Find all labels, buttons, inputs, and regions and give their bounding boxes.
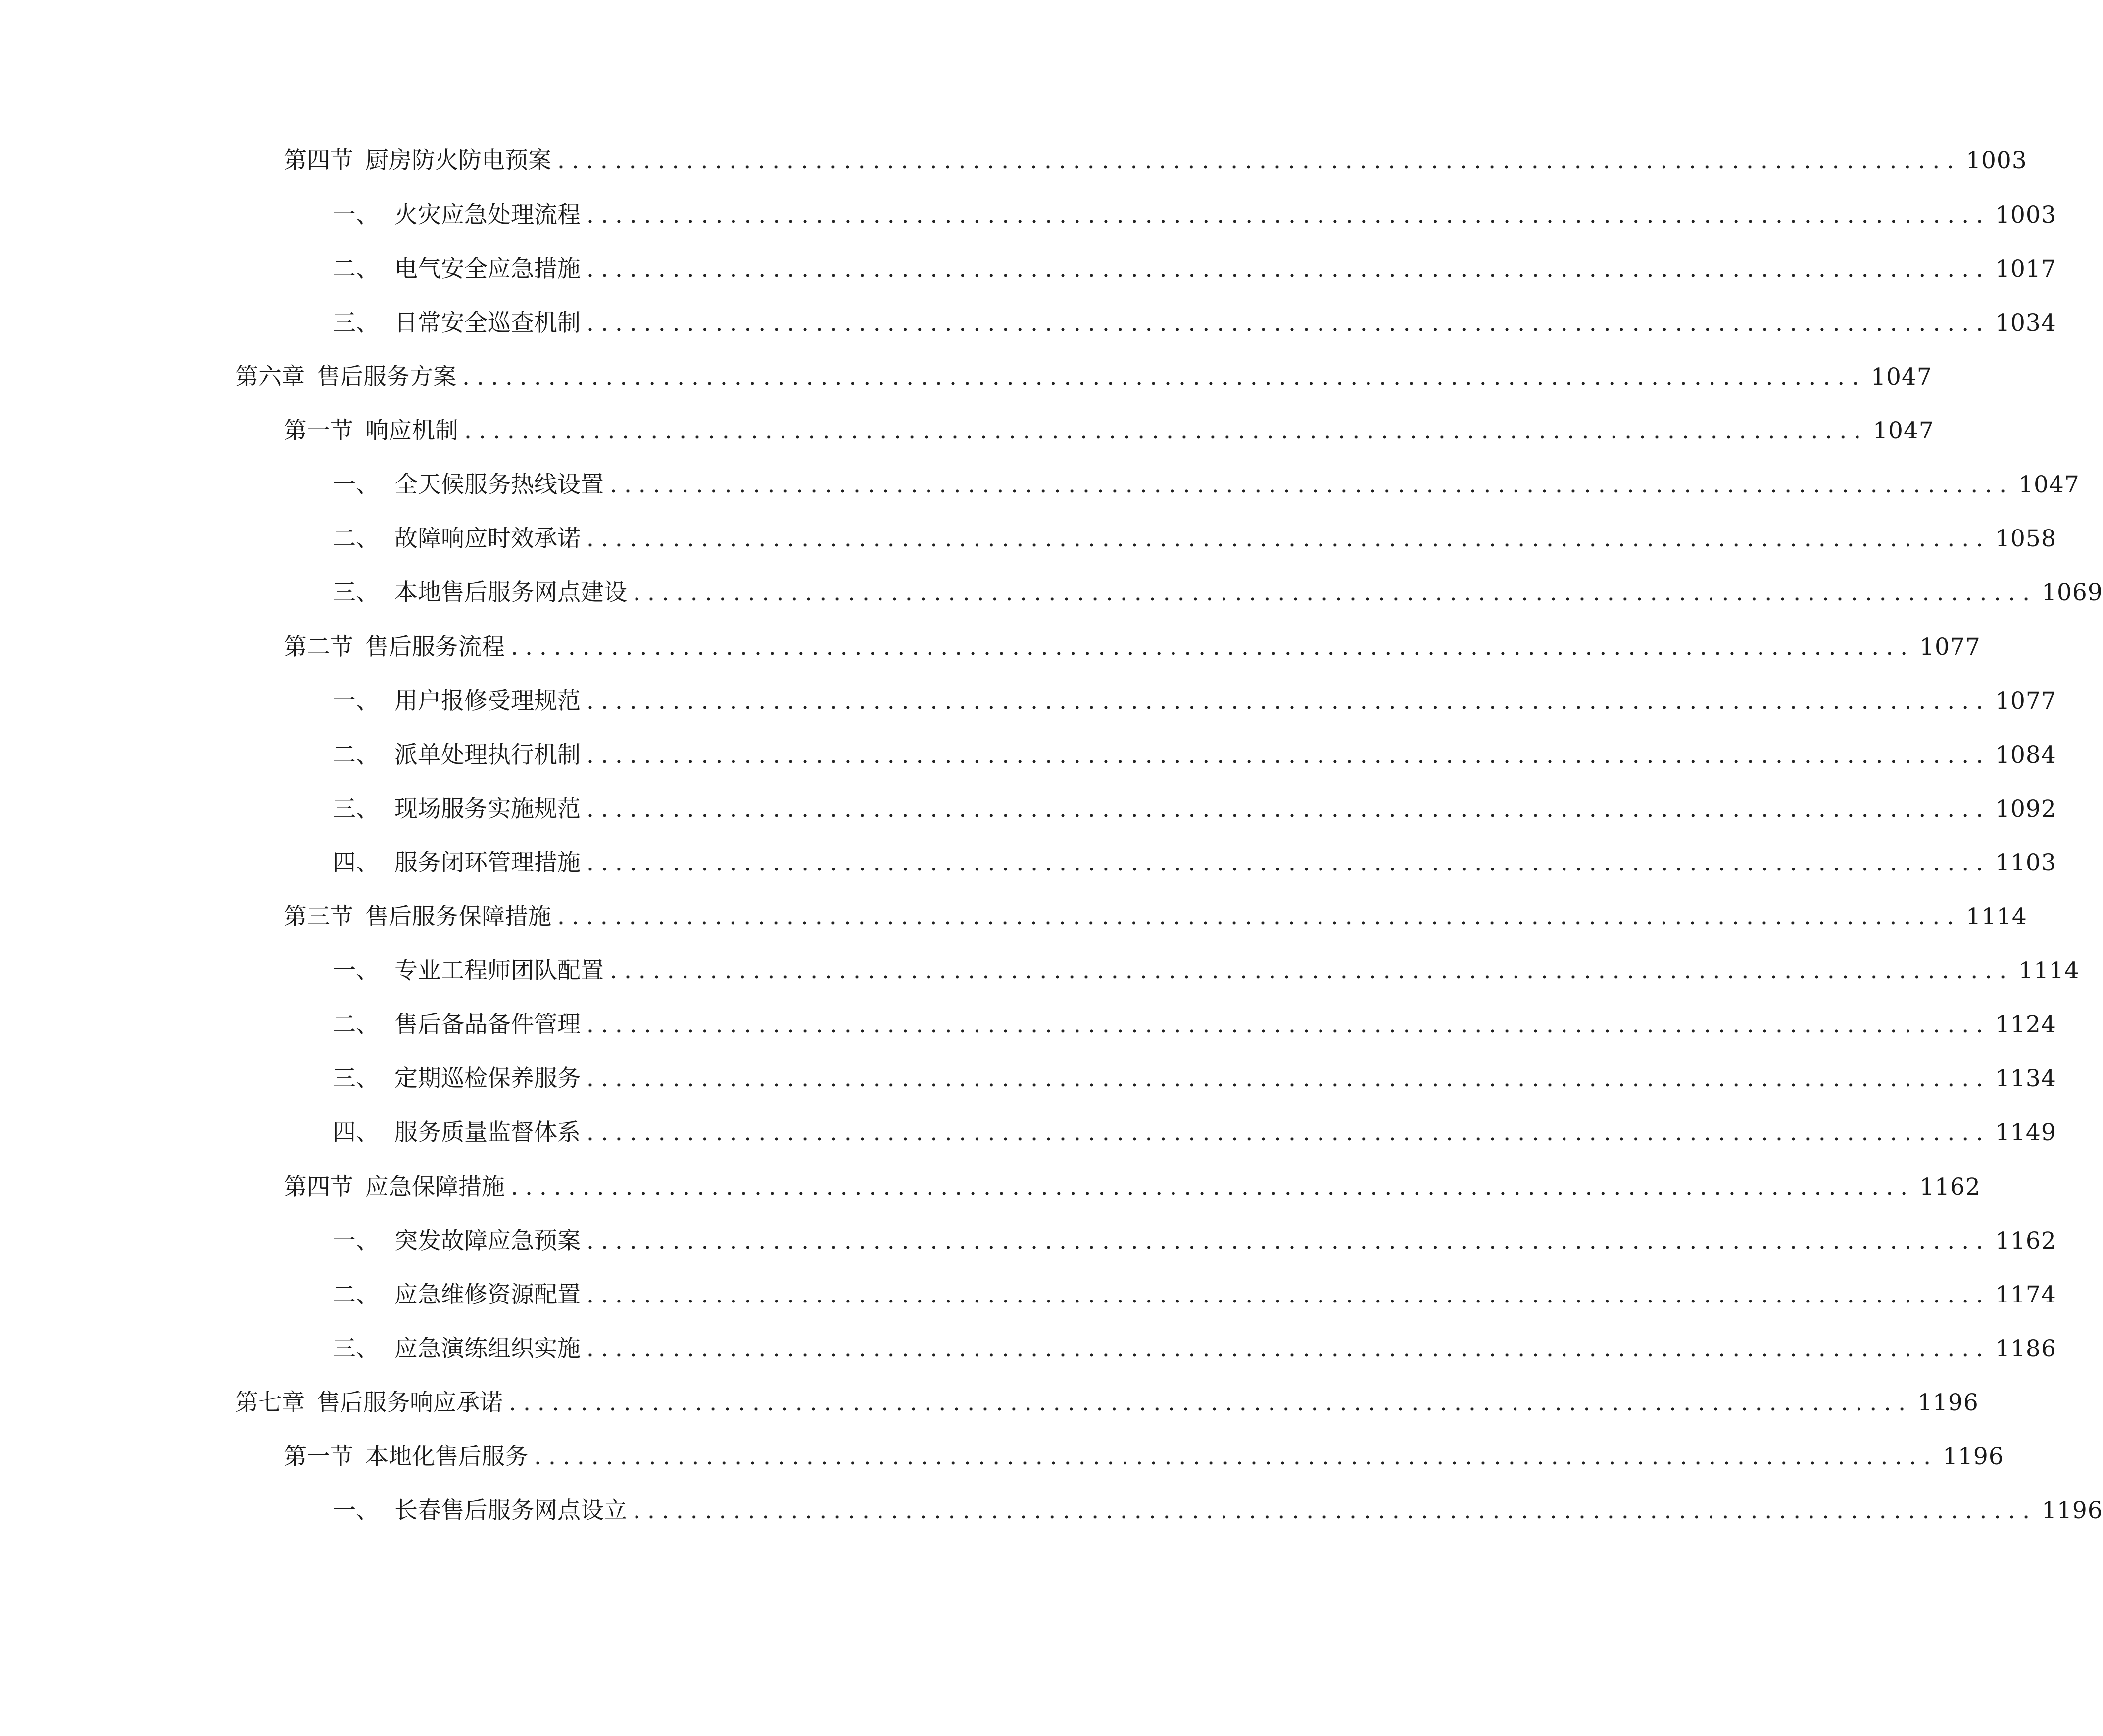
toc-entry-title: 突发故障应急预案 <box>394 1227 581 1254</box>
dot-leader: .................................................................................................. <box>633 579 2037 606</box>
dot-leader: .................................................................................................. <box>587 849 1991 876</box>
toc-entry-title: 派单处理执行机制 <box>394 741 581 769</box>
toc-entry[interactable] <box>333 1113 2056 1153</box>
toc-entry-number: 第三节 <box>284 903 353 930</box>
toc-entry-number: 第七章 <box>235 1389 305 1416</box>
dot-leader: .................................................................................................. <box>587 1119 1991 1146</box>
dot-leader: .................................................................................................. <box>509 1389 1913 1416</box>
toc-entry-title: 应急维修资源配置 <box>394 1281 581 1308</box>
dot-leader: .................................................................................................. <box>587 1011 1991 1038</box>
toc-entry-number: 三、 <box>333 1065 379 1092</box>
toc-entry-number: 第六章 <box>235 363 305 390</box>
dot-leader: .................................................................................................. <box>587 1065 1991 1092</box>
dot-leader: .................................................................................................. <box>587 1227 1991 1254</box>
toc-entry-title: 本地化售后服务 <box>365 1443 528 1470</box>
dot-leader: .................................................................................................. <box>587 1281 1991 1308</box>
dot-leader: .................................................................................................. <box>587 795 1991 822</box>
toc-entry-title: 日常安全巡查机制 <box>394 309 581 337</box>
toc-entry-number: 一、 <box>333 471 379 498</box>
toc-entry-title: 故障响应时效承诺 <box>394 525 581 552</box>
toc-entry-page: 1134 <box>1995 1065 2056 1092</box>
dot-leader: .................................................................................................. <box>462 363 1866 390</box>
toc-entry-title: 厨房防火防电预案 <box>365 147 551 174</box>
toc-entry-number: 第四节 <box>284 1173 353 1201</box>
toc-entry[interactable] <box>333 249 2056 289</box>
dot-leader: .................................................................................................. <box>511 1173 1915 1201</box>
dot-leader: .................................................................................................. <box>587 201 1991 229</box>
toc-entry-page: 1196 <box>2042 1497 2103 1524</box>
toc-entry-number: 四、 <box>333 1119 379 1146</box>
toc-entry-title: 应急保障措施 <box>365 1173 505 1201</box>
dot-leader: .................................................................................................. <box>587 525 1991 552</box>
toc-entry[interactable] <box>333 573 2103 613</box>
toc-entry-page: 1077 <box>1919 633 1981 661</box>
toc-entry[interactable] <box>333 951 2080 991</box>
toc-entry[interactable] <box>333 195 2056 235</box>
toc-entry[interactable] <box>333 303 2056 343</box>
dot-leader: .................................................................................................. <box>557 147 1961 174</box>
toc-entry[interactable] <box>333 465 2080 505</box>
toc-entry[interactable] <box>284 141 2027 181</box>
toc-entry[interactable] <box>284 1437 2004 1477</box>
toc-entry-number: 二、 <box>333 525 379 552</box>
toc-entry-page: 1047 <box>1873 417 1934 444</box>
toc-entry[interactable] <box>284 627 1981 667</box>
dot-leader: .................................................................................................. <box>464 417 1868 444</box>
toc-entry-number: 一、 <box>333 957 379 984</box>
toc-entry-title: 应急演练组织实施 <box>394 1335 581 1362</box>
toc-entry-number: 第一节 <box>284 417 353 444</box>
toc-entry[interactable] <box>333 789 2056 829</box>
toc-entry[interactable] <box>333 1329 2056 1369</box>
toc-entry-title: 售后服务响应承诺 <box>317 1389 503 1416</box>
toc-entry-page: 1162 <box>1919 1173 1981 1201</box>
toc-entry-page: 1196 <box>1943 1443 2004 1470</box>
toc-entry-page: 1084 <box>1995 741 2056 769</box>
toc-entry[interactable] <box>333 519 2056 559</box>
toc-entry-page: 1174 <box>1995 1281 2056 1308</box>
toc-entry[interactable] <box>333 843 2056 883</box>
toc-entry[interactable] <box>333 1491 2103 1531</box>
toc-entry-page: 1149 <box>1995 1119 2056 1146</box>
dot-leader: .................................................................................................. <box>587 741 1991 769</box>
toc-entry-number: 三、 <box>333 579 379 606</box>
toc-entry-page: 1114 <box>1966 903 2027 930</box>
toc-entry[interactable] <box>284 1167 1981 1207</box>
dot-leader: .................................................................................................. <box>633 1497 2037 1524</box>
toc-entry[interactable] <box>333 681 2056 721</box>
toc-entry-title: 火灾应急处理流程 <box>394 201 581 229</box>
toc-entry[interactable] <box>333 735 2056 775</box>
toc-entry-number: 一、 <box>333 687 379 715</box>
toc-entry-title: 服务质量监督体系 <box>394 1119 581 1146</box>
toc-entry-page: 1162 <box>1995 1227 2056 1254</box>
toc-entry-number: 一、 <box>333 201 379 229</box>
toc-entry-title: 售后服务方案 <box>317 363 456 390</box>
toc-entry-title: 用户报修受理规范 <box>394 687 581 715</box>
toc-entry[interactable] <box>235 1383 1979 1423</box>
toc-entry-page: 1196 <box>1917 1389 1979 1416</box>
toc-entry-number: 三、 <box>333 309 379 337</box>
dot-leader: .................................................................................................. <box>587 687 1991 715</box>
dot-leader: .................................................................................................. <box>587 309 1991 337</box>
toc-entry-page: 1069 <box>2042 579 2103 606</box>
toc-entry-page: 1124 <box>1995 1011 2056 1038</box>
toc-entry[interactable] <box>333 1005 2056 1045</box>
toc-entry-page: 1003 <box>1966 147 2027 174</box>
toc-entry-page: 1003 <box>1995 201 2056 229</box>
toc-entry-page: 1077 <box>1995 687 2056 715</box>
toc-entry-page: 1047 <box>1871 363 1932 390</box>
toc-entry[interactable] <box>284 897 2027 937</box>
toc-entry-number: 二、 <box>333 741 379 769</box>
toc-entry-number: 一、 <box>333 1227 379 1254</box>
toc-entry-number: 四、 <box>333 849 379 876</box>
dot-leader: .................................................................................................. <box>511 633 1915 661</box>
toc-entry-number: 三、 <box>333 795 379 822</box>
toc-entry-number: 第一节 <box>284 1443 353 1470</box>
dot-leader: .................................................................................................. <box>587 255 1991 283</box>
dot-leader: .................................................................................................. <box>610 957 2014 984</box>
toc-entry[interactable] <box>333 1275 2056 1315</box>
toc-entry-title: 长春售后服务网点设立 <box>394 1497 627 1524</box>
toc-entry-title: 本地售后服务网点建设 <box>394 579 627 606</box>
toc-entry[interactable] <box>333 1059 2056 1099</box>
toc-entry-number: 三、 <box>333 1335 379 1362</box>
toc-entry-title: 售后服务保障措施 <box>365 903 551 930</box>
dot-leader: .................................................................................................. <box>610 471 2014 498</box>
toc-entry-title: 专业工程师团队配置 <box>394 957 604 984</box>
toc-entry-title: 服务闭环管理措施 <box>394 849 581 876</box>
dot-leader: .................................................................................................. <box>587 1335 1991 1362</box>
toc-entry-page: 1186 <box>1995 1335 2056 1362</box>
toc-entry-title: 售后备品备件管理 <box>394 1011 581 1038</box>
toc-entry-title: 电气安全应急措施 <box>394 255 581 283</box>
toc-entry-title: 现场服务实施规范 <box>394 795 581 822</box>
toc-entry-page: 1034 <box>1995 309 2056 337</box>
toc-entry[interactable] <box>284 411 1934 451</box>
toc-entry-page: 1103 <box>1995 849 2056 876</box>
toc-entry-number: 第四节 <box>284 147 353 174</box>
toc-entry-title: 响应机制 <box>365 417 458 444</box>
toc-entry-page: 1092 <box>1995 795 2056 822</box>
toc-entry-number: 第二节 <box>284 633 353 661</box>
toc-entry-page: 1114 <box>2018 957 2080 984</box>
toc-entry-number: 二、 <box>333 1011 379 1038</box>
dot-leader: .................................................................................................. <box>557 903 1961 930</box>
dot-leader: .................................................................................................. <box>534 1443 1938 1470</box>
toc-entry-title: 全天候服务热线设置 <box>394 471 604 498</box>
toc-entry-title: 售后服务流程 <box>365 633 505 661</box>
toc-entry-page: 1047 <box>2018 471 2080 498</box>
toc-entry-title: 定期巡检保养服务 <box>394 1065 581 1092</box>
toc-entry[interactable] <box>235 357 1932 397</box>
toc-entry-page: 1058 <box>1995 525 2056 552</box>
toc-entry-number: 二、 <box>333 1281 379 1308</box>
toc-entry-number: 一、 <box>333 1497 379 1524</box>
toc-entry-number: 二、 <box>333 255 379 283</box>
toc-entry-page: 1017 <box>1995 255 2056 283</box>
toc-entry[interactable] <box>333 1221 2056 1261</box>
